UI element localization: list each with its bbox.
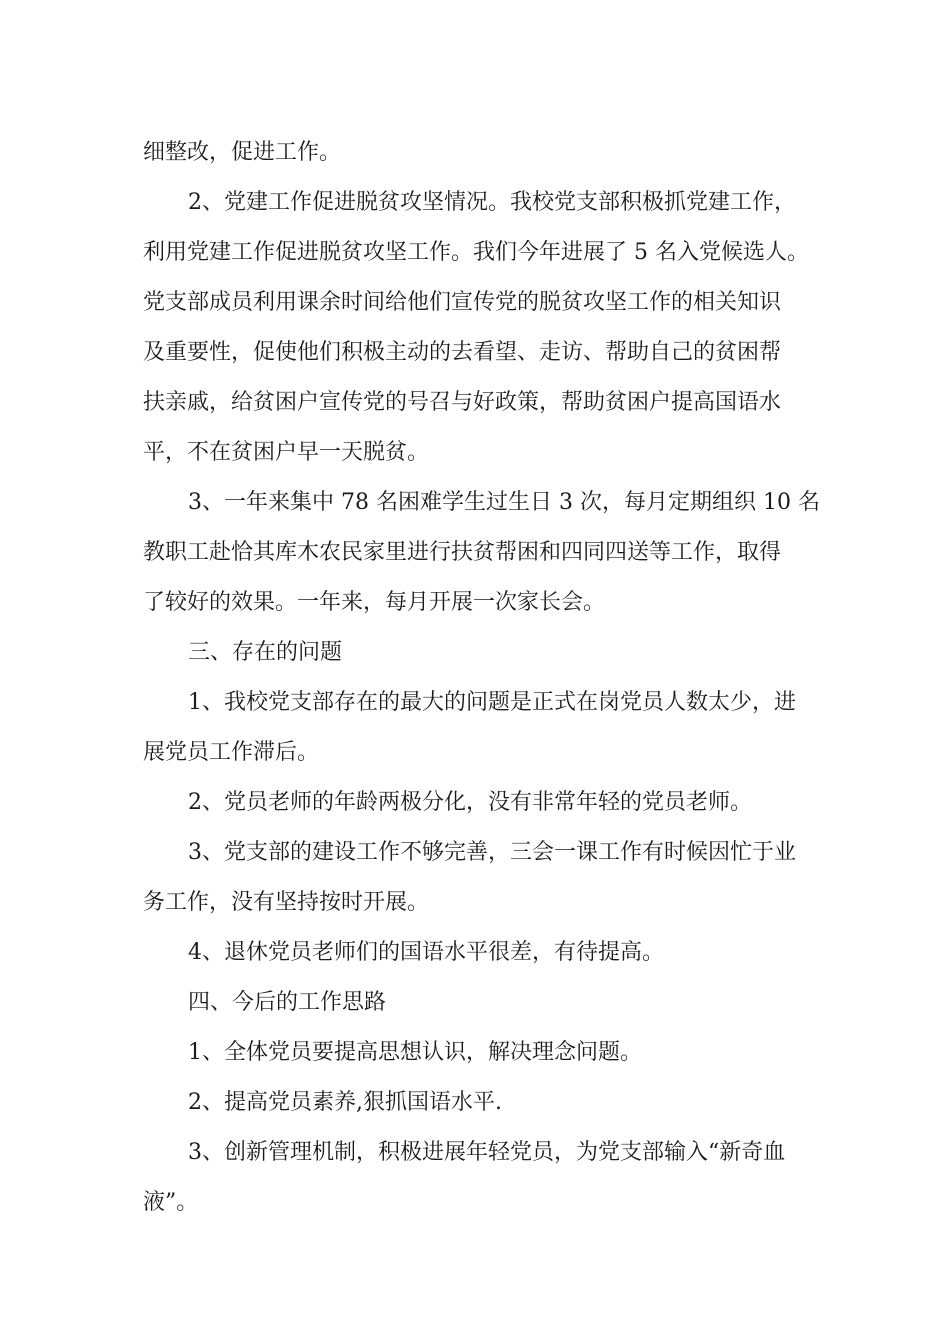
paragraph-line: 4、退休党员老师们的国语水平很差，有待提高。 xyxy=(188,940,664,965)
paragraph-line: 平，不在贫困户早一天脱贫。 xyxy=(143,440,430,465)
section-heading: 三、存在的问题 xyxy=(188,640,343,665)
paragraph-line: 2、党建工作促进脱贫攻坚情况。我校党支部积极抓党建工作， xyxy=(188,190,796,215)
paragraph-line: 了较好的效果。一年来，每月开展一次家长会。 xyxy=(143,590,606,615)
paragraph-line: 利用党建工作促进脱贫攻坚工作。我们今年进展了 5 名入党候选人。 xyxy=(143,240,809,265)
paragraph-line: 2、党员老师的年龄两极分化，没有非常年轻的党员老师。 xyxy=(188,790,752,815)
paragraph-line: 务工作，没有坚持按时开展。 xyxy=(143,890,430,915)
paragraph-line: 细整改，促进工作。 xyxy=(143,140,342,165)
paragraph-line: 1、我校党支部存在的最大的问题是正式在岗党员人数太少，进 xyxy=(188,690,796,715)
document-body xyxy=(143,128,823,1228)
paragraph-line: 3、党支部的建设工作不够完善，三会一课工作有时候因忙于业 xyxy=(188,840,796,865)
paragraph-line: 3、一年来集中 78 名困难学生过生日 3 次，每月定期组织 10 名 xyxy=(188,490,820,515)
paragraph-line: 1、全体党员要提高思想认识，解决理念问题。 xyxy=(188,1040,642,1065)
paragraph-line: 液”。 xyxy=(143,1190,199,1215)
paragraph-line: 教职工赴恰其库木农民家里进行扶贫帮困和四同四送等工作，取得 xyxy=(143,540,782,565)
paragraph-line: 及重要性，促使他们积极主动的去看望、走访、帮助自己的贫困帮 xyxy=(143,340,782,365)
paragraph-line: 展党员工作滞后。 xyxy=(143,740,320,765)
paragraph-line: 扶亲戚，给贫困户宣传党的号召与好政策，帮助贫困户提高国语水 xyxy=(143,390,782,415)
paragraph-line: 3、创新管理机制，积极进展年轻党员，为党支部输入“新奇血 xyxy=(188,1140,786,1165)
section-heading: 四、今后的工作思路 xyxy=(188,990,387,1015)
paragraph-line: 党支部成员利用课余时间给他们宣传党的脱贫攻坚工作的相关知识 xyxy=(143,290,782,315)
paragraph-line: 2、提高党员素养,狠抓国语水平. xyxy=(188,1090,502,1115)
